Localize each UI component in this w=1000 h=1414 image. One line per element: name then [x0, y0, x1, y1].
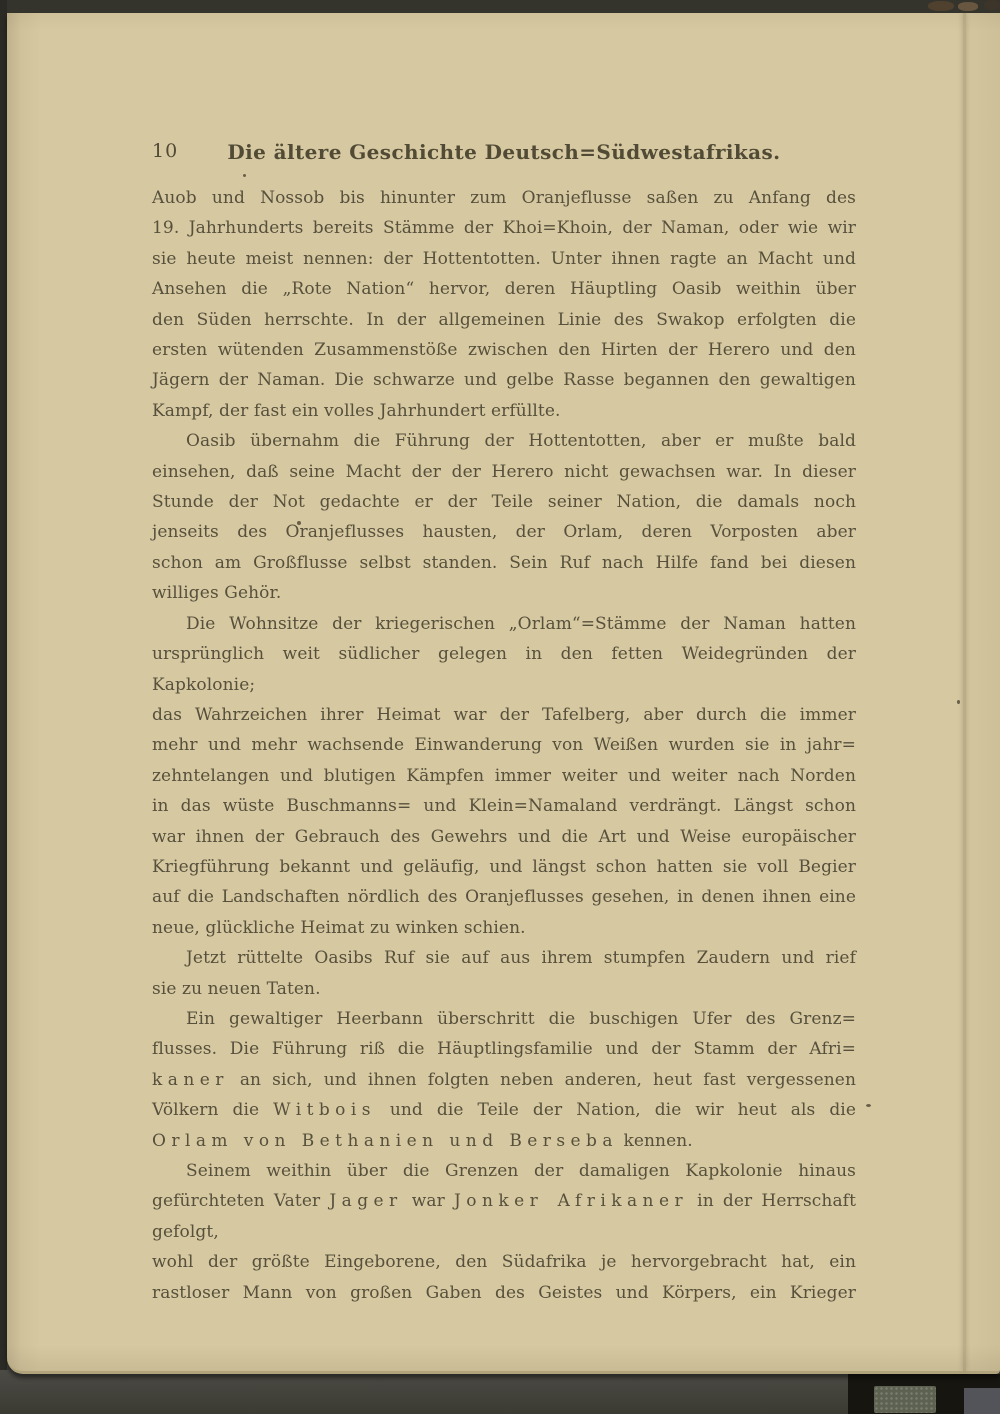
page-number: 10 — [152, 140, 179, 162]
text-segment: sie heute meist nennen: der Hottentotten. Unter ihnen ragte an Macht und — [152, 248, 856, 269]
scan-artifact — [928, 1, 954, 11]
text-segment: neue, glückliche Heimat zu winken schien. — [152, 917, 526, 938]
paragraph — [152, 1156, 856, 1308]
text-segment: Ein gewaltiger Heerbann überschritt die buschigen Ufer des Grenz= — [186, 1008, 856, 1029]
text-segment: an sich, und ihnen folgten neben anderen, heut fast vergessenen — [228, 1069, 856, 1090]
paragraph — [152, 1004, 856, 1156]
text-line — [152, 943, 856, 973]
running-head-title: Die ältere Geschichte Deutsch=Südwestafrikas. — [227, 140, 781, 164]
paper-speck — [957, 700, 960, 704]
text-segment: ersten wütenden Zusammenstöße zwischen den Hirten der Herero und den — [152, 340, 856, 361]
letterspaced-text: Orlam von Bethanien und Berseba — [152, 1130, 618, 1151]
text-line — [152, 1247, 856, 1277]
text-segment: in der Herrschaft gefolgt, — [152, 1191, 857, 1242]
paragraph — [152, 183, 856, 426]
scanner-left-border — [0, 0, 7, 1414]
text-segment: Seinem weithin über die Grenzen der damaligen Kapkolonie hinaus — [186, 1161, 856, 1181]
text-line — [152, 882, 856, 912]
text-segment: auf die Landschaften nördlich des Oranjeflusses gesehen, in denen ihnen eine — [152, 887, 856, 908]
text-segment: schon am Großflusse selbst standen. Sein Ruf nach Hilfe fand bei diesen — [152, 552, 856, 573]
text-line — [152, 730, 856, 760]
letterspaced-text: Jonker Afrikaner — [454, 1191, 689, 1212]
text-segment: Auob und Nossob bis hinunter zum Oranjeflusse saßen zu Anfang des — [152, 188, 856, 208]
text-segment: ursprünglich weit südlicher gelegen in den fetten Weidegründen der Kapkolonie; — [152, 644, 856, 695]
text-line — [152, 913, 856, 943]
text-segment: flusses. Die Führung riß die Häuptlingsfamilie und der Stamm der Afri= — [152, 1039, 856, 1060]
text-line — [152, 1065, 856, 1095]
text-segment: mehr und mehr wachsende Einwanderung von Weißen wurden sie in jahr= — [152, 735, 856, 756]
text-segment: Kriegführung bekannt und geläufig, und längst schon hatten sie voll Begier — [152, 856, 856, 877]
text-line — [152, 457, 856, 487]
scan-artifact — [958, 2, 978, 11]
text-segment: Völkern die — [152, 1100, 274, 1121]
text-line — [152, 852, 856, 882]
scan-artifact — [984, 0, 1000, 10]
scanner-top-border — [0, 0, 1000, 13]
text-segment: den Süden herrschte. In der allgemeinen Linie des Swakop erfolgten die — [152, 309, 856, 330]
paragraph — [152, 426, 856, 608]
page-header — [152, 140, 856, 166]
text-segment: wohl der größte Eingeborene, den Südafrika je hervorgebracht hat, ein — [152, 1252, 856, 1273]
text-line — [152, 183, 856, 213]
text-line — [152, 791, 856, 821]
text-line — [152, 426, 856, 456]
text-line — [152, 639, 856, 700]
scan-artifact — [874, 1386, 936, 1413]
text-line — [152, 396, 856, 426]
page-crease — [963, 13, 966, 1371]
text-line — [152, 1126, 856, 1156]
text-line — [152, 700, 856, 730]
paragraph — [152, 609, 856, 943]
text-segment: Die Wohnsitze der kriegerischen „Orlam“=Stämme der Naman hatten — [186, 613, 856, 634]
text-line — [152, 548, 856, 578]
text-line — [152, 822, 856, 852]
text-line — [152, 335, 856, 365]
text-line — [152, 274, 856, 304]
text-line — [152, 1186, 856, 1247]
text-segment: Kampf, der fast ein volles Jahrhundert erfüllte. — [152, 400, 561, 421]
text-line — [152, 487, 856, 517]
paper-speck — [866, 1104, 871, 1107]
text-line — [152, 517, 856, 547]
text-line — [152, 213, 856, 243]
text-segment: Oasib übernahm die Führung der Hottentotten, aber er mußte bald — [186, 431, 856, 452]
text-segment: war ihnen der Gebrauch des Gewehrs und die Art und Weise europäischer — [152, 826, 856, 847]
text-line — [152, 365, 856, 395]
text-segment: das Wahrzeichen ihrer Heimat war der Tafelberg, aber durch die immer — [152, 704, 856, 725]
text-segment: einsehen, daß seine Macht der der Herero nicht gewachsen war. In dieser — [152, 461, 856, 482]
letterspaced-text: Jager — [329, 1191, 403, 1212]
body-text — [152, 183, 856, 1308]
text-line — [152, 1156, 856, 1186]
paragraph — [152, 943, 856, 1004]
text-line — [152, 609, 856, 639]
text-segment: kennen. — [617, 1130, 693, 1151]
paper-speck — [243, 174, 246, 177]
text-line — [152, 305, 856, 335]
text-line — [152, 974, 856, 1004]
text-segment: in das wüste Buschmanns= und Klein=Namaland verdrängt. Längst schon — [152, 796, 856, 817]
text-line — [152, 1004, 856, 1034]
text-line — [152, 1278, 856, 1308]
text-segment: Jetzt rüttelte Oasibs Ruf sie auf aus ihrem stumpfen Zaudern und rief — [186, 948, 856, 969]
text-segment: williges Gehör. — [152, 583, 282, 604]
text-line — [152, 761, 856, 791]
letterspaced-text: kaner — [152, 1069, 229, 1090]
text-segment: zehntelangen und blutigen Kämpfen immer weiter und weiter nach Norden — [152, 765, 856, 786]
text-segment: jenseits des Oranjeflusses hausten, der Orlam, deren Vorposten aber — [152, 522, 856, 543]
text-line — [152, 1034, 856, 1064]
text-segment: und die Teile der Nation, die wir heut als die — [375, 1100, 856, 1121]
text-line — [152, 244, 856, 274]
text-line — [152, 1095, 856, 1125]
text-segment: sie zu neuen Taten. — [152, 978, 321, 999]
text-segment: Ansehen die „Rote Nation“ hervor, deren Häuptling Oasib weithin über — [152, 279, 856, 300]
scan-artifact — [964, 1388, 1000, 1414]
text-segment: rastloser Mann von großen Gaben des Geistes und Körpers, ein Krieger — [152, 1282, 856, 1303]
text-line — [152, 578, 856, 608]
text-segment: Stunde der Not gedachte er der Teile seiner Nation, die damals noch — [152, 492, 856, 513]
text-segment: gefürchteten Vater — [152, 1191, 330, 1212]
book-page — [7, 13, 1000, 1374]
text-segment: 19. Jahrhunderts bereits Stämme der Khoi=Khoin, der Naman, oder wie wir — [152, 218, 856, 239]
letterspaced-text: Witbois — [273, 1100, 376, 1121]
text-segment: Jägern der Naman. Die schwarze und gelbe Rasse begannen den gewaltigen — [152, 370, 856, 391]
text-segment: war — [402, 1191, 455, 1212]
